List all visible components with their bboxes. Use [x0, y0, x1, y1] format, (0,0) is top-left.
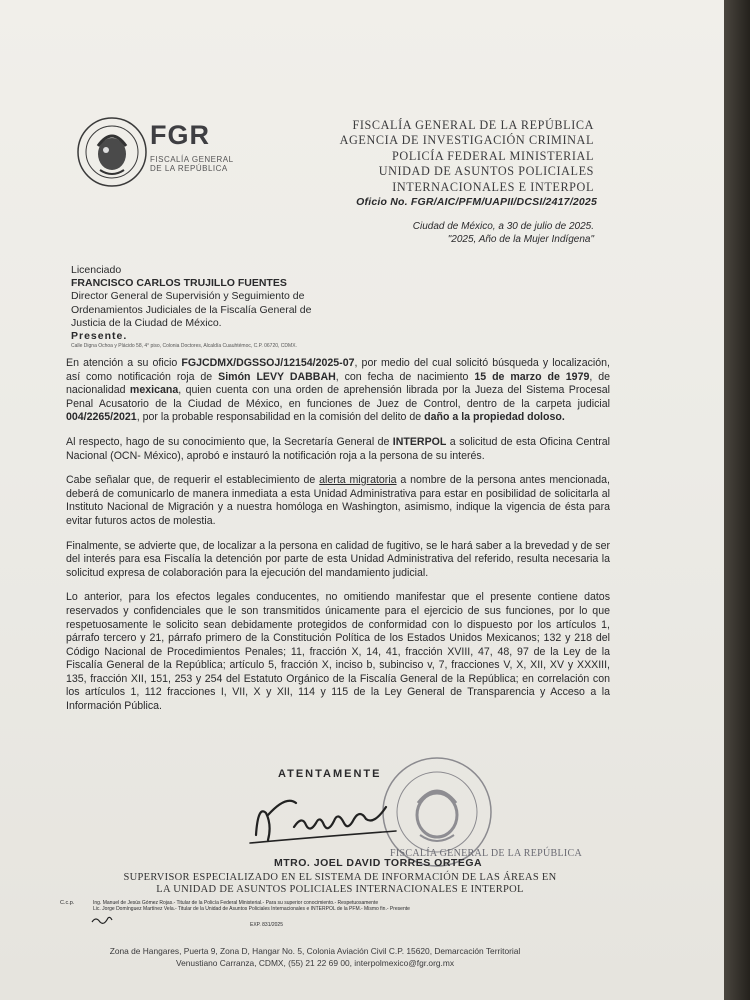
footer-address [90, 946, 540, 970]
ccp-line: Lic. Jorge Domínguez Martínez Vela.- Titular de la Unidad de Asuntos Policiales Internacionales e INTERPOL de la PFM.- Mismo fin.- Presente [93, 906, 410, 913]
paragraph-5: Lo anterior, para los efectos legales conducentes, no omitiendo manifestar que el presente contiene datos reservados y confidenciales que le son transmitidos únicamente para el ejercicio de sus funciones, por lo que respetuosamente le solicito sean debidamente protegidos de conformidad con lo dispuesto por los artículos 1, párrafo tercero y 21, párrafo primero de la Constitución Política de los Estados Unidos Mexicanos; 132 y 218 del Código Nacional de Procedimientos Penales; 11, fracción X, 14, 41, fracción XVIII, 47, 48, 97 de la Ley de la Fiscalía General de la República; artículo 5, fracción X, inciso b, subinciso v, 7, fracciones V, X, XII, XV y XXXIII, 135, fracción XII, 151, 253 y 254 del Estatuto Orgánico de la Fiscalía General de la República; en correlación con los artículos 1, 112 fracciones I, VII, X y XII, 114 y 115 de la Ley General de Transparencia y Acceso a la Información Pública. [66, 591, 610, 713]
paragraph-2: Al respecto, hago de su conocimiento que, la Secretaría General de INTERPOL a solicitud de esta Oficina Central Nacional (OCN- México), aprobó e instauró la notificación roja a la persona de su interés. [66, 435, 610, 462]
place-date [413, 220, 594, 246]
paragraph-1: En atención a su oficio FGJCDMX/DGSSOJ/12154/2025-07, por medio del cual solicitó búsqueda y localización, así como notificación roja de Simón LEVY DABBAH, con fecha de nacimiento 15 de marzo de 1979, de nacionalidad mexicana, quien cuenta con una orden de aprehensión librada por la Jueza del Sistema Procesal Penal Acusatorio de la Ciudad de México, en funciones de Juez de Control, dentro de la carpeta judicial 004/2265/2021, por la probable responsabilidad en la comisión del delito de daño a la propiedad doloso. [66, 357, 611, 424]
ccp-label: C.c.p. [60, 900, 75, 906]
agency-line: INTERNACIONALES E INTERPOL [392, 179, 594, 194]
agency-line: UNIDAD DE ASUNTOS POLICIALES [378, 164, 594, 179]
footer-line: Zona de Hangares, Puerta 9, Zona D, Hangar No. 5, Colonia Aviación Civil C.P. 15620, Demarcación Territorial [109, 946, 521, 956]
fgr-logo-text: FGR [150, 120, 210, 150]
initials-icon [90, 914, 114, 926]
ccp-lines [93, 900, 493, 913]
agency-header [340, 118, 594, 195]
signer-title-line: LA UNIDAD DE ASUNTOS POLICIALES INTERNACIONALES E INTERPOL [156, 884, 524, 896]
fgr-logo-sub1: FISCALÍA GENERAL [150, 155, 234, 164]
ccp-line: Ing. Manuel de Jesús Gómez Rojas.- Titular de la Policía Federal Ministerial.- Para su superior conocimiento.- Respetuosamente [93, 900, 379, 906]
fgr-logo [150, 121, 234, 173]
footer-line: Venustiano Carranza, CDMX, (55) 21 22 69 00, interpolmexico@fgr.org.mx [175, 957, 455, 968]
year-motto: "2025, Año de la Mujer Indígena" [447, 234, 594, 245]
salutation: Licenciado [71, 264, 122, 276]
atentamente: ATENTAMENTE [278, 768, 382, 780]
agency-line: POLICÍA FEDERAL MINISTERIAL [392, 148, 594, 163]
date-line: Ciudad de México, a 30 de julio de 2025. [412, 221, 594, 232]
addressee-name: FRANCISCO CARLOS TRUJILLO FUENTES [71, 277, 287, 290]
oficio-number: Oficio No. FGR/AIC/PFM/UAPII/DCSI/2417/2025 [356, 196, 597, 208]
signer-title-line: SUPERVISOR ESPECIALIZADO EN EL SISTEMA DE INFORMACIÓN DE LAS ÁREAS EN [123, 872, 557, 883]
national-seal-icon [76, 116, 148, 188]
addressee-title: Ordenamientos Judiciales de la Fiscalía General de [71, 303, 312, 316]
addressee-title: Justicia de la Ciudad de México. [71, 316, 222, 329]
signer-title [110, 872, 570, 897]
signature-icon [246, 785, 406, 855]
stamp-line: FISCALÍA GENERAL DE LA REPÚBLICA [390, 848, 583, 859]
letter-body [66, 357, 610, 725]
paragraph-3: Cabe señalar que, de requerir el establecimiento de alerta migratoria a nombre de la persona antes mencionada, deberá de comunicarlo de manera inmediata a esta Unidad Administrativa para estar en posibilidad de solicitarla al Instituto Nacional de Migración y a nuestra homóloga en Washington, asimismo, indique la vigencia de ésta para evitar futuros actos de molestia. [66, 474, 610, 527]
addressee-block [71, 264, 411, 350]
paragraph-4: Finalmente, se advierte que, de localizar a la persona en calidad de fugitivo, se le hará saber a la brevedad y de ser del interés para esa Fiscalía la detención por parte de esta Unidad Administrativa del referido, resulta necesaria la solicitud expresa de colaboración para la ejecución del mandamiento judicial. [66, 539, 610, 579]
addressee-address: Calle Digna Ochoa y Plácido 58, 4° piso, Colonia Doctores, Alcaldía Cuauhtémoc, C.P. 06720, CDMX. [71, 343, 297, 350]
presente: Presente. [71, 330, 128, 343]
addressee-title: Director General de Supervisión y Seguimiento de [71, 290, 305, 303]
agency-line: AGENCIA DE INVESTIGACIÓN CRIMINAL [339, 133, 594, 148]
exp-number: EXP. 831/2025 [250, 922, 283, 928]
agency-line: FISCALÍA GENERAL DE LA REPÚBLICA [352, 118, 594, 132]
signer-name: MTRO. JOEL DAVID TORRES ORTEGA [274, 857, 483, 869]
fgr-logo-sub2: DE LA REPÚBLICA [150, 164, 228, 173]
page-edge-shadow [724, 0, 750, 1000]
